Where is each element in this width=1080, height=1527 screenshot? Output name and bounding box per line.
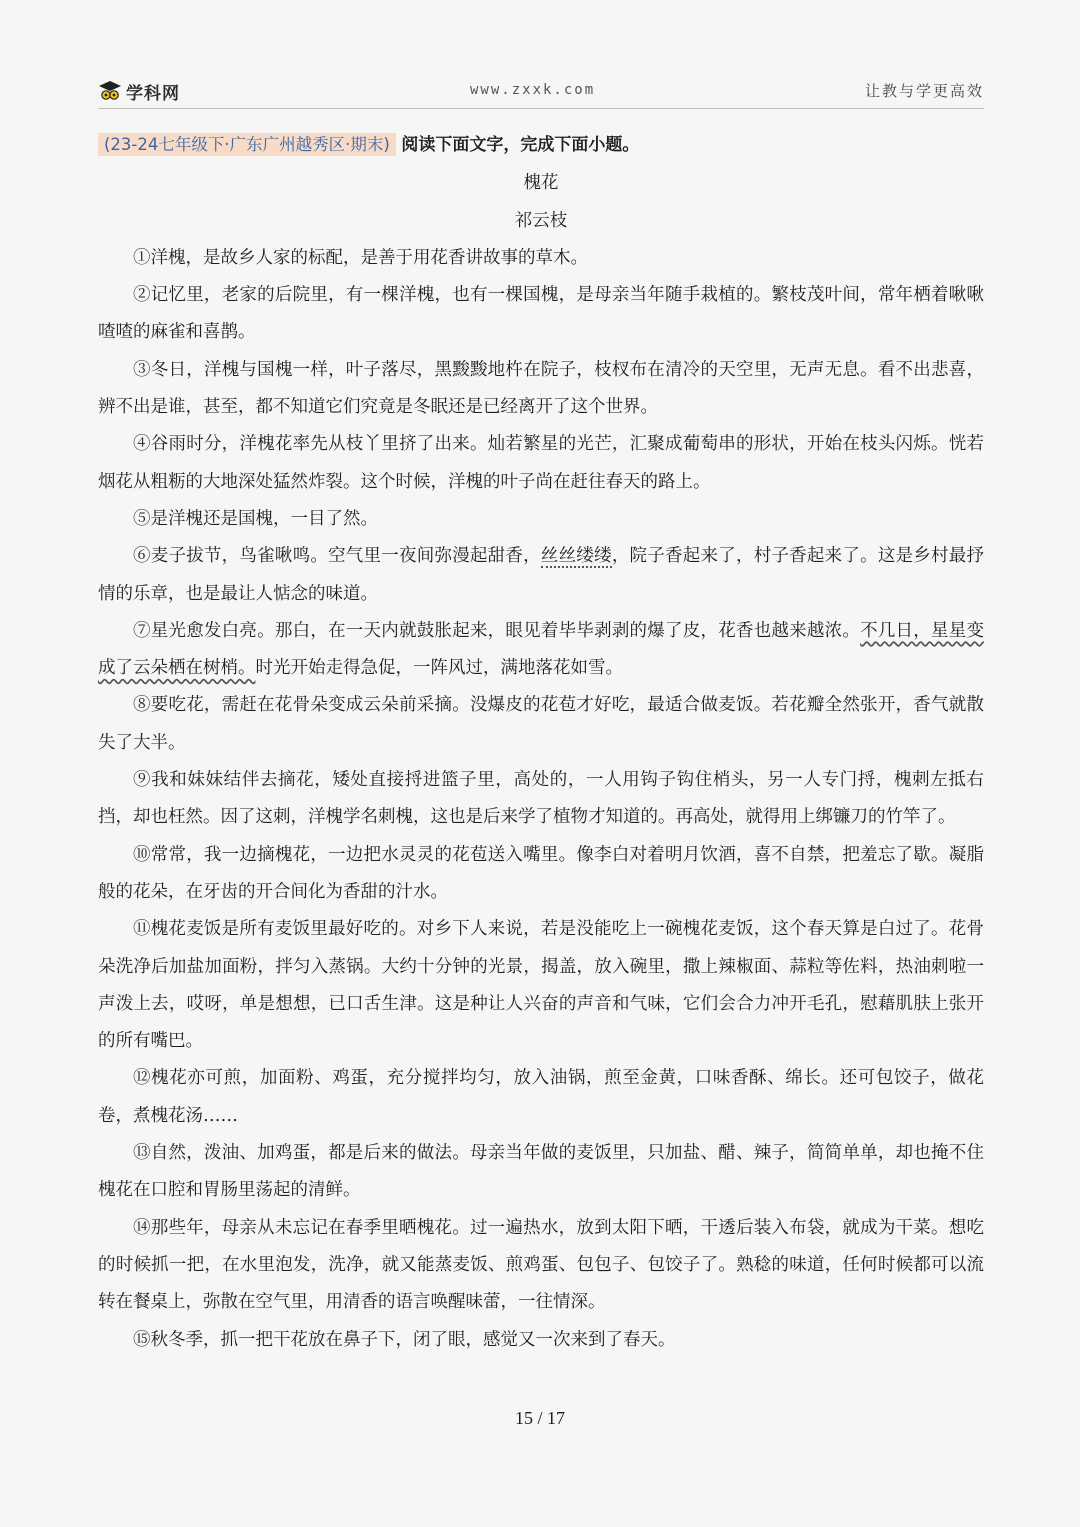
- paragraph-2: ②记忆里，老家的后院里，有一棵洋槐，也有一棵国槐，是母亲当年随手栽植的。繁枝茂叶间，常年栖着啾啾喳喳的麻雀和喜鹊。: [98, 285, 984, 343]
- source-tag: (23-24七年级下·广东广州越秀区·期末): [98, 133, 396, 156]
- logo-text: 学科网: [126, 83, 180, 104]
- page-header: [98, 76, 984, 106]
- paragraph-7: [98, 613, 984, 688]
- graduation-cap-icon: [98, 80, 122, 102]
- paragraph-3: ③冬日，洋槐与国槐一样，叶子落尽，黑黢黢地杵在院子，枝杈布在清冷的天空里，无声无息。看不出悲喜，辨不出是谁，甚至，都不知道它们究竟是冬眠还是已经离开了这个世界。: [98, 359, 984, 418]
- brand-logo: [98, 78, 180, 104]
- paragraph-5: ⑤是洋槐还是国槐，一目了然。: [133, 508, 378, 529]
- paragraph-9: ⑨我和妹妹结伴去摘花，矮处直接捋进篮子里，高处的，一人用钩子钩住梢头，另一人专门捋，槐刺左抵右挡，却也枉然。因了这刺，洋槐学名刺槐，这也是后来学了植物才知道的。再高处，就得用上绑镰刀的竹竿了。: [98, 770, 984, 828]
- paragraph-4: ④谷雨时分，洋槐花率先从枝丫里挤了出来。灿若繁星的光芒，汇聚成葡萄串的形状，开始在枝头闪烁。恍若烟花从粗粝的大地深处猛然炸裂。这个时候，洋槐的叶子尚在赶往春天的路上。: [98, 434, 984, 492]
- dotted-underlined-phrase: 丝丝缕缕: [540, 546, 612, 567]
- article-content: [98, 126, 984, 1359]
- paragraph-12: ⑫槐花亦可煎，加面粉、鸡蛋，充分搅拌均匀，放入油锅，煎至金黄，口味香酥、绵长。还可包饺子，做花卷，煮槐花汤……: [98, 1068, 984, 1126]
- paragraph-1: ①洋槐，是故乡人家的标配，是善于用花香讲故事的草木。: [133, 247, 588, 268]
- article-title: 槐花: [523, 173, 559, 194]
- paragraph-6: [98, 538, 984, 613]
- paragraph-15: ⑮秋冬季，抓一把干花放在鼻子下，闭了眼，感觉又一次来到了春天。: [133, 1329, 676, 1350]
- header-divider: [98, 108, 984, 109]
- question-intro: [98, 126, 984, 164]
- paragraph-7-after: 时光开始走得急促，一阵风过，满地落花如雪。: [255, 658, 623, 679]
- instruction-text: 阅读下面文字，完成下面小题。: [401, 135, 640, 155]
- paragraph-8: ⑧要吃花，需赶在花骨朵变成云朵前采摘。没爆皮的花苞才好吃，最适合做麦饭。若花瓣全然张开，香气就散失了大半。: [98, 695, 984, 753]
- paragraph-10: ⑩常常，我一边摘槐花，一边把水灵灵的花苞送入嘴里。像李白对着明月饮酒，喜不自禁，把羞忘了歇。凝脂般的花朵，在牙齿的开合间化为香甜的汁水。: [98, 844, 984, 902]
- paragraph-6-before: ⑥麦子拔节，鸟雀啾鸣。空气里一夜间弥漫起甜香，: [133, 546, 541, 567]
- paragraph-6-after: ，院子香起来了，村子香起来了。这是乡村最抒情的乐章，也是最让人惦念的味道。: [98, 546, 985, 604]
- paragraph-7-before: ⑦星光愈发白亮。那白，在一天内就鼓胀起来，眼见着毕毕剥剥的爆了皮，花香也越来越浓。: [133, 620, 861, 641]
- site-url[interactable]: www.zxxk.com: [470, 82, 596, 98]
- paragraph-13: ⑬自然，泼油、加鸡蛋，都是后来的做法。母亲当年做的麦饭里，只加盐、醋、辣子，简简单单，却也掩不住槐花在口腔和胃肠里荡起的清鲜。: [98, 1143, 984, 1201]
- page-number: 15 / 17: [514, 1408, 565, 1428]
- slogan: 让教与学更高效: [864, 82, 984, 100]
- paragraph-11: ⑪槐花麦饭是所有麦饭里最好吃的。对乡下人来说，若是没能吃上一碗槐花麦饭，这个春天算是白过了。花骨朵洗净后加盐加面粉，拌匀入蒸锅。大约十分钟的光景，揭盖，放入碗里，撒上辣椒面、蒜粒等佐料，热油刺啦一声泼上去，哎呀，单是想想，已口舌生津。这是种让人兴奋的声音和气味，它们会合力冲开毛孔，慰藉肌肤上张开的所有嘴巴。: [98, 919, 984, 1052]
- article-author: 祁云枝: [514, 210, 568, 231]
- wavy-underlined-sentence: 不几日，星星变成了云朵栖在树梢。: [98, 620, 984, 679]
- paragraph-14: ⑭那些年，母亲从未忘记在春季里晒槐花。过一遍热水，放到太阳下晒，干透后装入布袋，就成为干菜。想吃的时候抓一把，在水里泡发，洗净，就又能蒸麦饭、煎鸡蛋、包包子、包饺子了。熟稔的味道，任何时候都可以流转在餐桌上，弥散在空气里，用清香的语言唤醒味蕾，一往情深。: [98, 1217, 984, 1313]
